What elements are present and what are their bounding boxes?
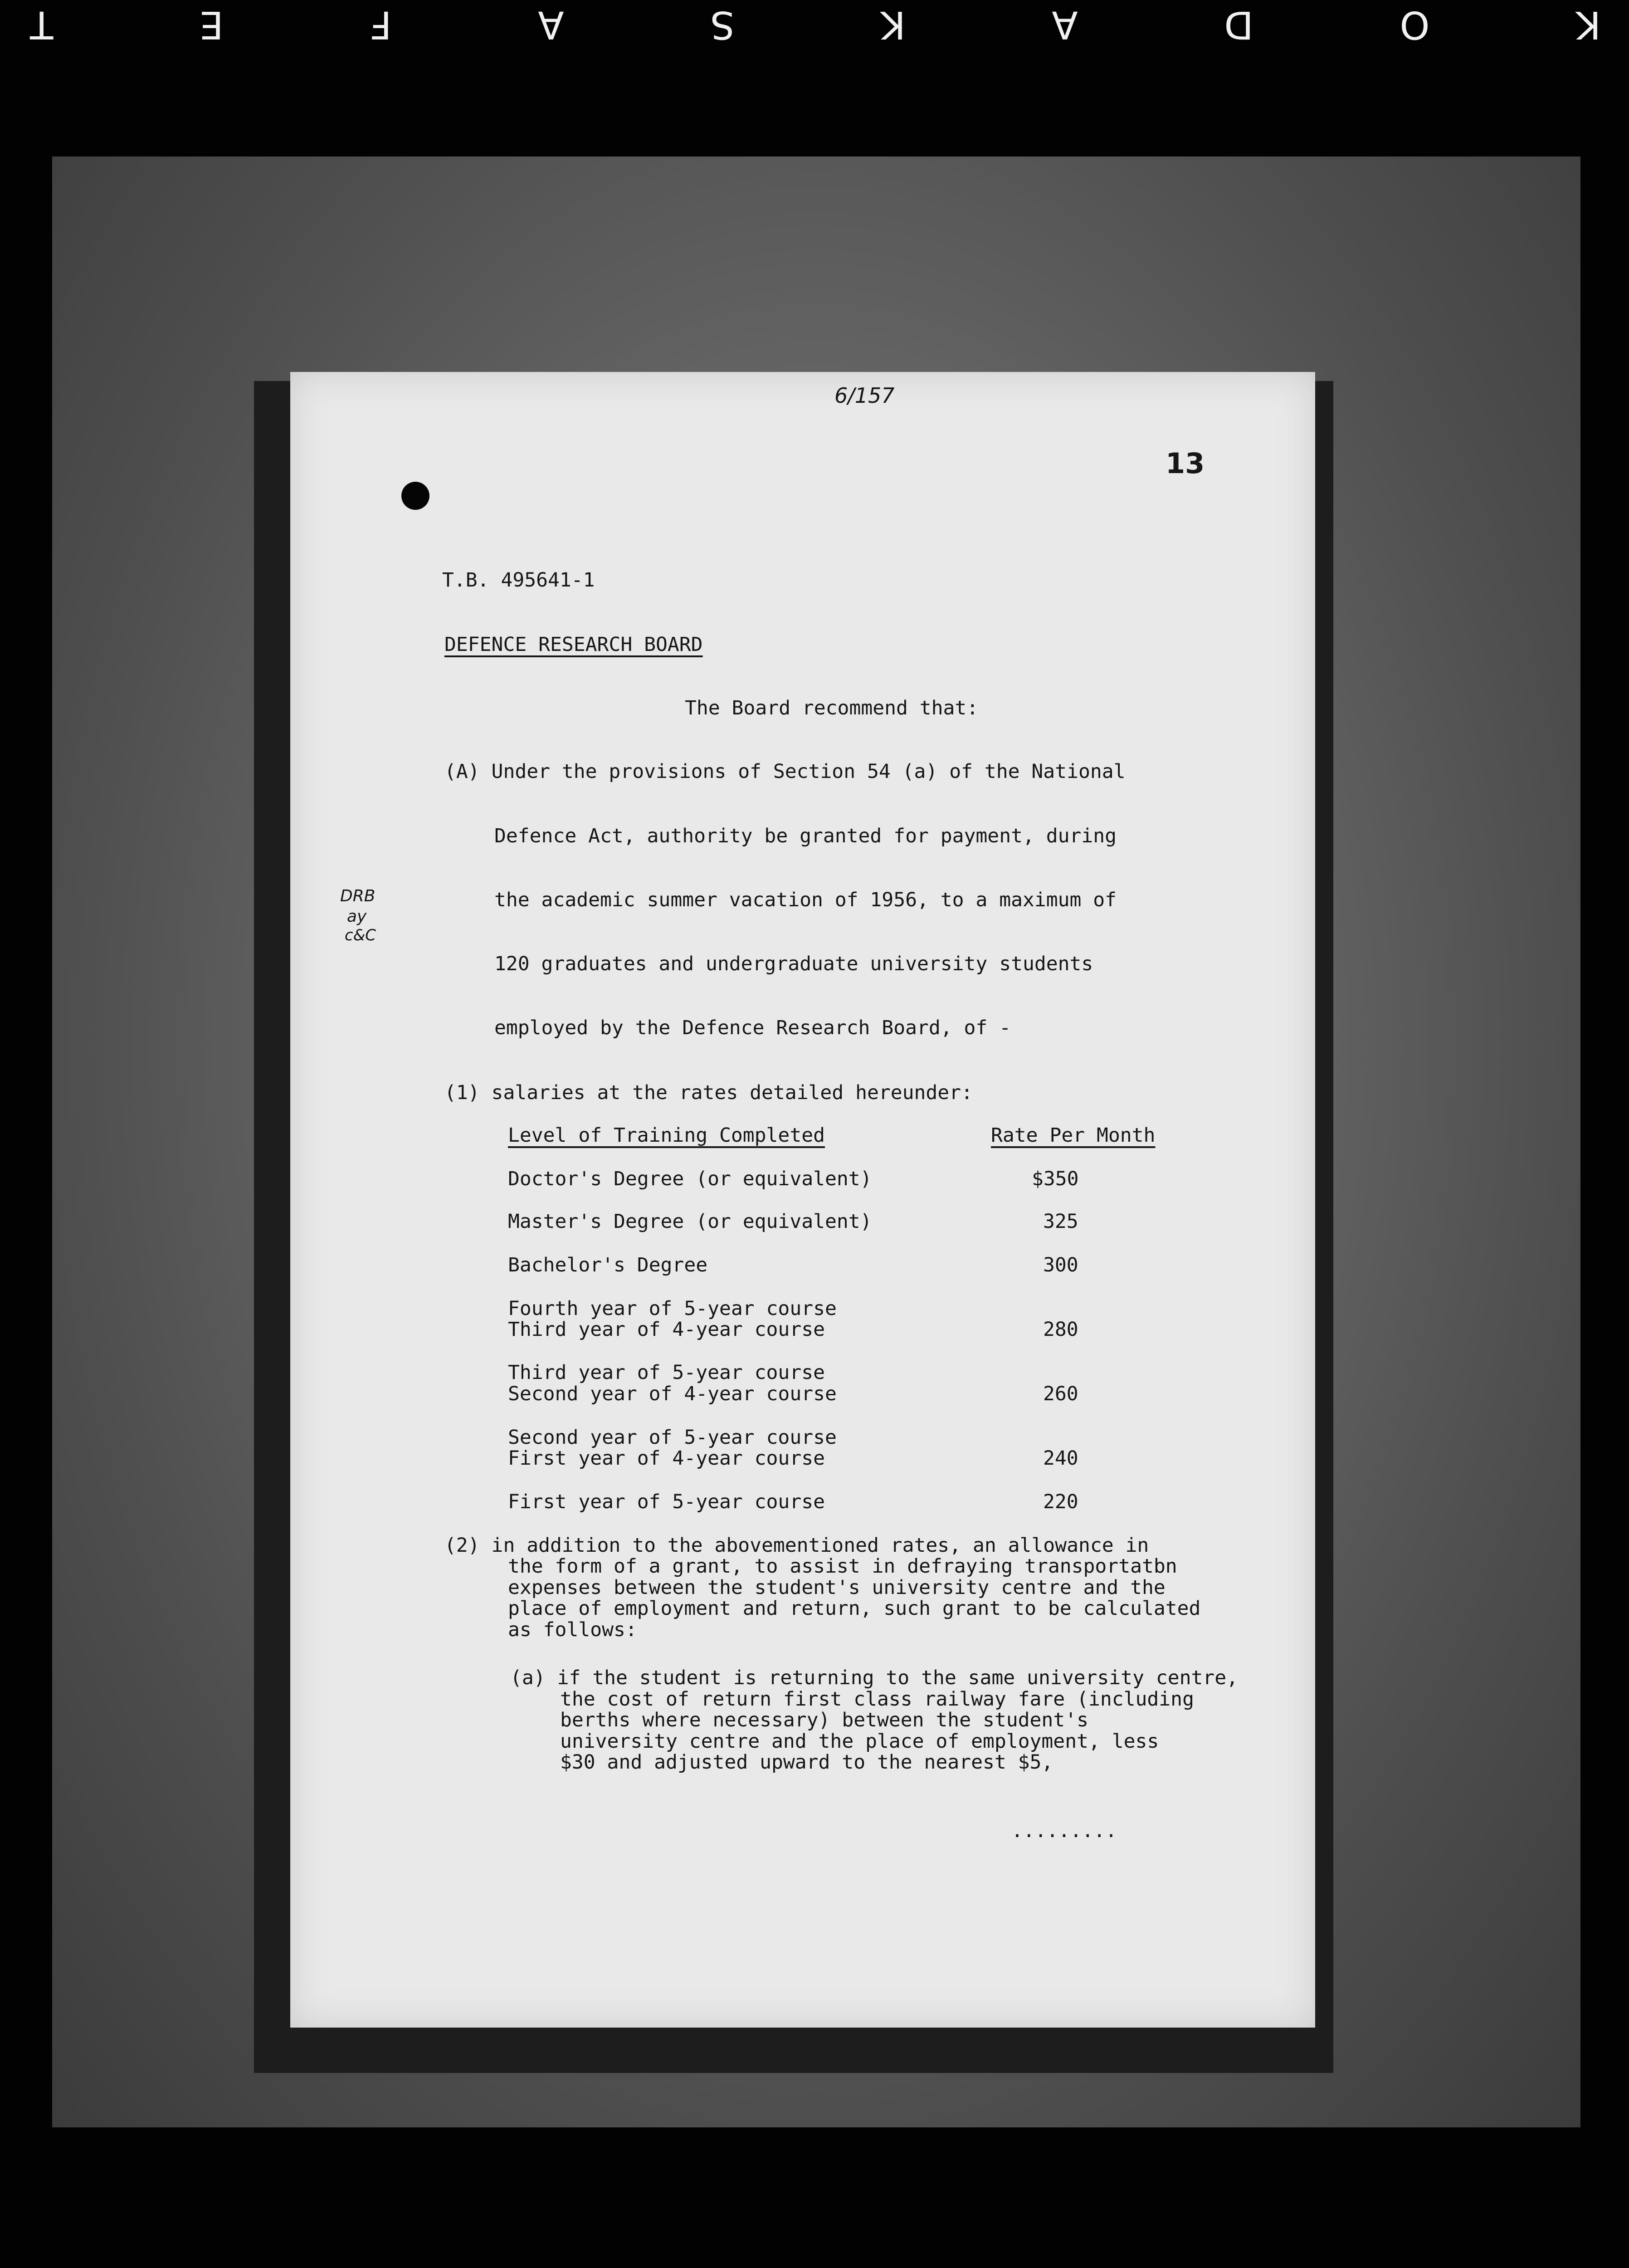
item-2-line: expenses between the student's university centre and the — [508, 1576, 1166, 1599]
table-rate-cell: 300 — [1043, 1254, 1078, 1276]
film-edge-letter: K — [878, 3, 906, 47]
margin-note-line: c&C — [345, 926, 376, 944]
section-a-line: the academic summer vacation of 1956, to a maximum of — [494, 889, 1117, 911]
film-edge-letter: S — [707, 3, 735, 47]
film-edge-letter: A — [535, 3, 564, 47]
film-edge-letter: E — [196, 3, 224, 47]
table-level-cell: Master's Degree (or equivalent) — [508, 1210, 872, 1233]
item-2-line: place of employment and return, such grant to be calculated — [508, 1597, 1201, 1620]
film-edge-letter: F — [367, 3, 392, 47]
item-2-line: (2) in addition to the abovementioned rates, an allowance in — [444, 1534, 1149, 1557]
page-number: 13 — [1166, 447, 1205, 480]
continuation-dots: ......... — [1011, 1819, 1117, 1842]
section-a-line: employed by the Defence Research Board, of - — [494, 1017, 1011, 1039]
margin-note-line: DRB — [340, 887, 376, 905]
handwritten-file-ref: 6/157 — [834, 383, 895, 408]
table-level-cell: Doctor's Degree (or equivalent) — [508, 1168, 872, 1190]
table-rate-cell: 240 — [1043, 1447, 1078, 1470]
section-a-line: (A) Under the provisions of Section 54 (a) of the National — [444, 760, 1126, 783]
item-2a-line: the cost of return first class railway fare (including — [560, 1688, 1194, 1711]
table-level-cell: Bachelor's Degree — [508, 1254, 708, 1276]
table-header-rate: Rate Per Month — [991, 1124, 1156, 1147]
film-edge-letter: T — [27, 3, 54, 47]
item-2a-line: university centre and the place of employment, less — [560, 1730, 1159, 1753]
item-2a-line: (a) if the student is returning to the same university centre, — [510, 1667, 1239, 1689]
table-level-cell: Fourth year of 5-year course — [508, 1297, 837, 1320]
table-rate-cell: $350 — [1032, 1168, 1079, 1190]
punch-hole — [401, 482, 429, 510]
film-edge-letter: D — [1221, 3, 1253, 47]
section-a-line: 120 graduates and undergraduate university students — [494, 953, 1093, 975]
table-level-cell: Second year of 5-year course — [508, 1426, 837, 1449]
document-page — [290, 372, 1315, 2028]
table-rate-cell: 280 — [1043, 1318, 1078, 1341]
table-level-cell: Second year of 4-year course — [508, 1383, 837, 1405]
reference-number: T.B. 495641-1 — [442, 569, 595, 591]
film-edge-letter: K — [1573, 3, 1601, 47]
section-a-line: Defence Act, authority be granted for payment, during — [494, 825, 1117, 847]
table-level-cell: First year of 4-year course — [508, 1447, 825, 1470]
table-level-cell: Third year of 5-year course — [508, 1361, 825, 1384]
intro-line: The Board recommend that: — [685, 697, 979, 719]
table-rate-cell: 260 — [1043, 1383, 1078, 1405]
table-level-cell: Third year of 4-year course — [508, 1318, 825, 1341]
film-edge-markings — [27, 0, 1601, 50]
table-rate-cell: 220 — [1043, 1491, 1078, 1513]
margin-note-line: ay — [347, 907, 367, 926]
table-level-cell: First year of 5-year course — [508, 1491, 825, 1513]
document-heading: DEFENCE RESEARCH BOARD — [444, 633, 703, 656]
film-edge-letter: O — [1397, 3, 1430, 47]
item-1-line: (1) salaries at the rates detailed hereunder: — [444, 1081, 973, 1104]
film-edge-letter: A — [1049, 3, 1078, 47]
item-2a-line: $30 and adjusted upward to the nearest $5, — [560, 1751, 1053, 1774]
item-2-line: as follows: — [508, 1618, 637, 1641]
table-header-level: Level of Training Completed — [508, 1124, 825, 1147]
item-2a-line: berths where necessary) between the student's — [560, 1709, 1088, 1731]
item-2-line: the form of a grant, to assist in defraying transportatbn — [508, 1555, 1177, 1578]
table-rate-cell: 325 — [1043, 1210, 1078, 1233]
